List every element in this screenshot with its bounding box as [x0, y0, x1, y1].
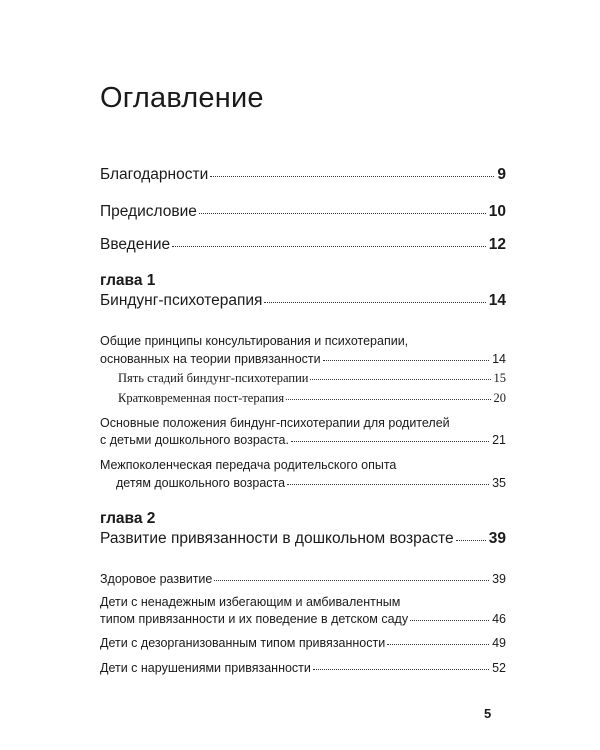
toc-entry-text: Дети с нарушениями привязанности [100, 661, 311, 675]
chapter-1-label: глава 1 [100, 272, 156, 289]
toc-entry-page: 9 [497, 166, 506, 183]
leader-dots [264, 302, 485, 303]
toc-entry-ch2-s2 [100, 612, 506, 626]
toc-entry-page: 35 [492, 476, 506, 490]
leader-dots [210, 176, 494, 177]
toc-entry-preface [100, 203, 506, 221]
leader-dots [172, 246, 486, 247]
toc-entry-text: Введение [100, 236, 171, 253]
toc-entry-page: 14 [488, 292, 506, 309]
toc-entry-introduction [100, 236, 506, 254]
toc-entry-text: Кратковременная пост-терапия [118, 391, 285, 405]
toc-entry-text: детям дошкольного возраста [116, 476, 286, 490]
toc-entry-ch1-sub1 [118, 371, 506, 386]
toc-entry-text: Предисловие [100, 203, 197, 220]
toc-entry-page: 21 [492, 433, 506, 447]
leader-dots [387, 644, 489, 645]
leader-dots [410, 620, 489, 621]
toc-entry-page: 49 [492, 636, 506, 650]
toc-entry-page: 12 [488, 236, 506, 253]
leader-dots [214, 580, 489, 581]
leader-dots [323, 360, 489, 361]
toc-entry-page: 14 [492, 352, 506, 366]
toc-entry-page: 52 [492, 661, 506, 675]
toc-entry-page: 39 [492, 572, 506, 586]
page-number: 5 [484, 706, 492, 721]
leader-dots [310, 379, 490, 380]
toc-entry-ch1-s3 [100, 476, 506, 490]
toc-entry-line: Межпоколенческая передача родительского опыта [100, 458, 397, 472]
toc-entry-page: 46 [492, 612, 506, 626]
leader-dots [456, 540, 486, 541]
toc-entry-text: типом привязанности и их поведение в детском саду [100, 612, 409, 626]
toc-entry-chapter-2 [100, 530, 506, 548]
chapter-2-label: глава 2 [100, 510, 156, 527]
toc-entry-text: Здоровое развитие [100, 572, 213, 586]
page-title: Оглавление [100, 82, 264, 114]
toc-entry-text: Биндунг-психотерапия [100, 292, 263, 309]
leader-dots [287, 484, 489, 485]
toc-entry-page: 20 [493, 391, 506, 405]
toc-entry-text: Дети с дезорганизованным типом привязанности [100, 636, 386, 650]
toc-entry-ch1-sub2 [118, 391, 506, 406]
leader-dots [199, 213, 486, 214]
toc-entry-ch2-s3 [100, 636, 506, 650]
toc-entry-text: Пять стадий биндунг-психотерапии [118, 371, 309, 385]
toc-entry-text: Развитие привязанности в дошкольном возрасте [100, 530, 454, 547]
leader-dots [286, 399, 490, 400]
leader-dots [291, 441, 489, 442]
toc-entry-acknowledgements [100, 166, 506, 184]
toc-entry-page: 15 [493, 371, 506, 385]
toc-entry-ch1-s2 [100, 433, 506, 447]
toc-entry-line: Общие принципы консультирования и психотерапии, [100, 334, 409, 348]
toc-entry-ch2-s4 [100, 661, 506, 675]
toc-entry-text: Благодарности [100, 166, 209, 183]
toc-entry-line: Дети с ненадежным избегающим и амбивалентным [100, 595, 401, 609]
toc-entry-page: 39 [488, 530, 506, 547]
toc-entry-page: 10 [488, 203, 506, 220]
toc-entry-text: с детьми дошкольного возраста. [100, 433, 289, 447]
toc-entry-ch1-s1 [100, 352, 506, 366]
leader-dots [313, 669, 489, 670]
toc-entry-line: Основные положения биндунг-психотерапии для родителей [100, 416, 450, 430]
toc-entry-text: основанных на теории привязанности [100, 352, 321, 366]
toc-entry-chapter-1 [100, 292, 506, 310]
toc-entry-ch2-s1 [100, 572, 506, 586]
